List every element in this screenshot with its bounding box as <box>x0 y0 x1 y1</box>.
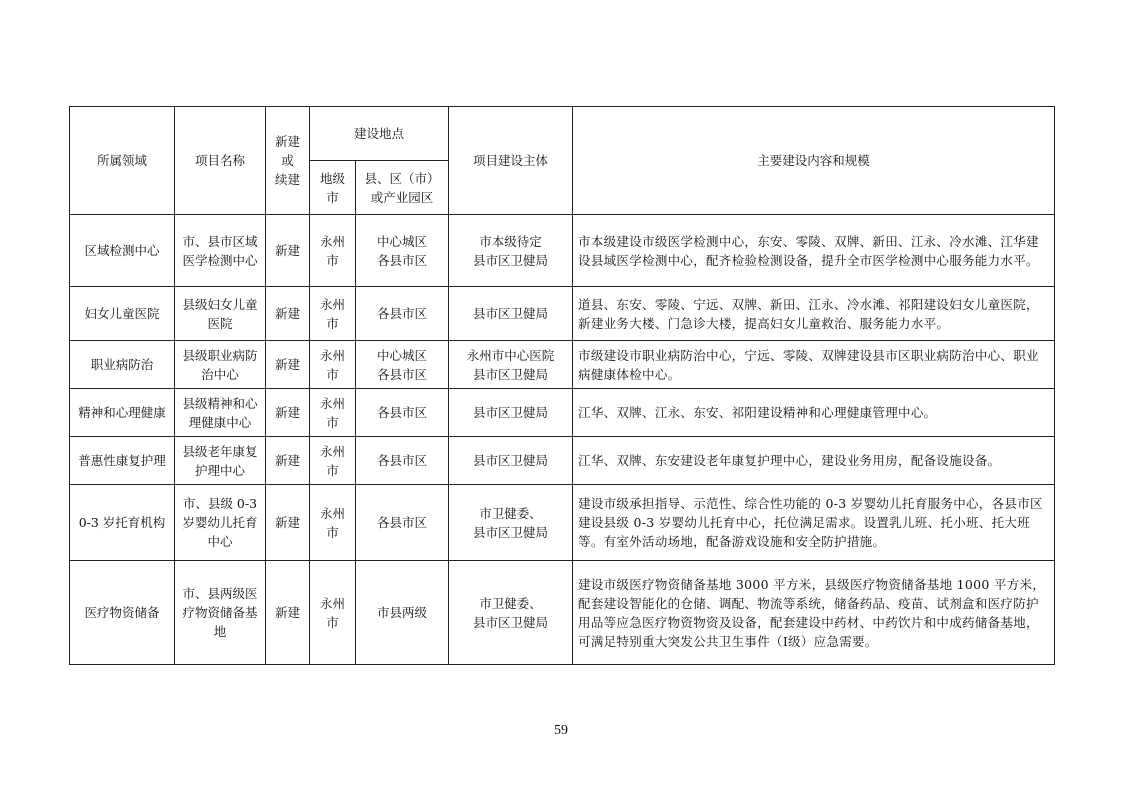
cell-field: 普惠性康复护理 <box>70 437 175 485</box>
cell-name: 县级职业病防 治中心 <box>175 341 266 389</box>
header-content: 主要建设内容和规模 <box>573 107 1055 215</box>
cell-county: 各县市区 <box>356 485 449 561</box>
header-location: 建设地点 <box>310 107 449 161</box>
cell-county: 各县市区 <box>356 437 449 485</box>
cell-name: 市、县两级医 疗物资储备基 地 <box>175 561 266 665</box>
table-row <box>70 561 1055 665</box>
cell-type: 新建 <box>266 561 310 665</box>
cell-content: 建设市级医疗物资储备基地 3000 平方米，县级医疗物资储备基地 1000 平方米，配套建设智能化的仓储、调配、物流等系统，储备药品、疫苗、试剂盒和医疗防护用品等应急医疗物资物资及设备，配套建设中药材、中药饮片和中成药储备基地，可满足特别重大突发公共卫生事件（I级）应急需要。 <box>573 561 1055 665</box>
table-row <box>70 341 1055 389</box>
cell-owner: 县市区卫健局 <box>449 389 573 437</box>
cell-city: 永州市 <box>310 287 356 341</box>
cell-field: 精神和心理健康 <box>70 389 175 437</box>
table-row <box>70 485 1055 561</box>
page-number: 59 <box>554 723 568 738</box>
header-name: 项目名称 <box>175 107 266 215</box>
cell-content: 建设市级承担指导、示范性、综合性功能的 0-3 岁婴幼儿托育服务中心，各县市区建设县级 0-3 岁婴幼儿托育中心，托位满足需求。设置乳儿班、托小班、托大班等。有室外活动场地，配备游戏设施和安全防护措施。 <box>573 485 1055 561</box>
cell-field: 区域检测中心 <box>70 215 175 287</box>
cell-type: 新建 <box>266 389 310 437</box>
cell-type: 新建 <box>266 287 310 341</box>
cell-name: 市、县市区域 医学检测中心 <box>175 215 266 287</box>
header-field: 所属领域 <box>70 107 175 215</box>
table-row <box>70 215 1055 287</box>
cell-name: 县级老年康复 护理中心 <box>175 437 266 485</box>
cell-city: 永州市 <box>310 215 356 287</box>
header-owner: 项目建设主体 <box>449 107 573 215</box>
cell-owner: 市卫健委、 县市区卫健局 <box>449 561 573 665</box>
cell-owner: 市本级待定 县市区卫健局 <box>449 215 573 287</box>
cell-city: 永州市 <box>310 341 356 389</box>
cell-content: 道县、东安、零陵、宁远、双牌、新田、江永、冷水滩、祁阳建设妇女儿童医院，新建业务大楼、门急诊大楼，提高妇女儿童救治、服务能力水平。 <box>573 287 1055 341</box>
project-table <box>69 106 1055 665</box>
cell-county: 中心城区 各县市区 <box>356 341 449 389</box>
cell-city: 永州市 <box>310 437 356 485</box>
cell-city: 永州市 <box>310 561 356 665</box>
table-row <box>70 437 1055 485</box>
cell-county: 各县市区 <box>356 287 449 341</box>
table-row <box>70 389 1055 437</box>
cell-city: 永州市 <box>310 485 356 561</box>
cell-owner: 市卫健委、 县市区卫健局 <box>449 485 573 561</box>
cell-content: 江华、双牌、江永、东安、祁阳建设精神和心理健康管理中心。 <box>573 389 1055 437</box>
cell-name: 县级妇女儿童 医院 <box>175 287 266 341</box>
cell-type: 新建 <box>266 215 310 287</box>
table-row <box>70 287 1055 341</box>
cell-name: 市、县级 0-3 岁婴幼儿托育 中心 <box>175 485 266 561</box>
cell-owner: 县市区卫健局 <box>449 437 573 485</box>
cell-type: 新建 <box>266 437 310 485</box>
cell-city: 永州市 <box>310 389 356 437</box>
cell-name: 县级精神和心 理健康中心 <box>175 389 266 437</box>
cell-content: 市级建设市职业病防治中心，宁远、零陵、双牌建设县市区职业病防治中心、职业病健康体检中心。 <box>573 341 1055 389</box>
cell-content: 市本级建设市级医学检测中心，东安、零陵、双牌、新田、江永、冷水滩、江华建设县域医学检测中心，配齐检验检测设备，提升全市医学检测中心服务能力水平。 <box>573 215 1055 287</box>
cell-field: 职业病防治 <box>70 341 175 389</box>
cell-field: 妇女儿童医院 <box>70 287 175 341</box>
cell-county: 中心城区 各县市区 <box>356 215 449 287</box>
cell-type: 新建 <box>266 485 310 561</box>
cell-field: 0-3 岁托育机构 <box>70 485 175 561</box>
header-city: 地级市 <box>310 161 356 215</box>
cell-owner: 永州市中心医院 县市区卫健局 <box>449 341 573 389</box>
header-type: 新建或 续建 <box>266 107 310 215</box>
cell-owner: 县市区卫健局 <box>449 287 573 341</box>
header-county: 县、区（市） 或产业园区 <box>356 161 449 215</box>
cell-county: 市县两级 <box>356 561 449 665</box>
cell-content: 江华、双牌、东安建设老年康复护理中心，建设业务用房，配备设施设备。 <box>573 437 1055 485</box>
cell-type: 新建 <box>266 341 310 389</box>
cell-county: 各县市区 <box>356 389 449 437</box>
cell-field: 医疗物资储备 <box>70 561 175 665</box>
